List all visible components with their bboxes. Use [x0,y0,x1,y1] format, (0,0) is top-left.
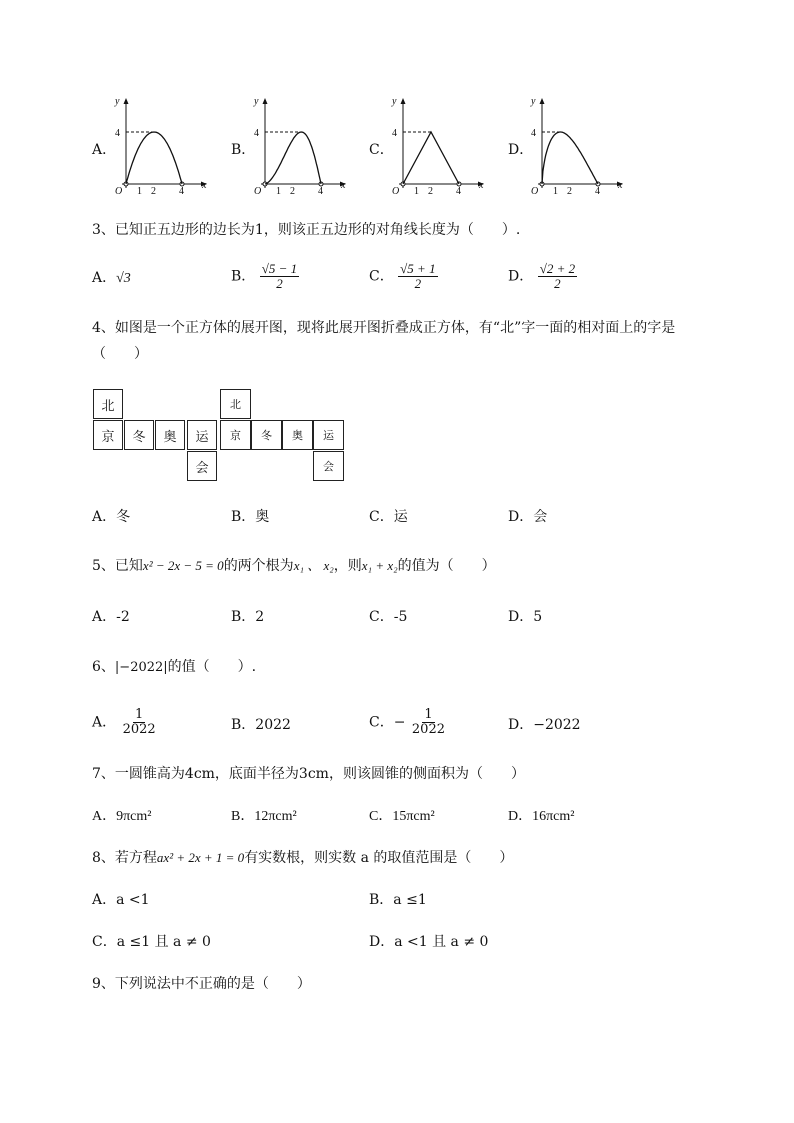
q6-expr: |−2022| [114,660,168,675]
x-tick-label-1: 1 [414,186,419,197]
q3-option-a-label: A． [92,270,117,286]
q7-option-b[interactable]: B．12πcm² [231,809,297,824]
q3-option-b-label: B． [231,268,256,285]
net2-cell-row-3: 奥 [282,420,313,450]
x-axis-label: x [341,180,346,191]
y-axis-label: y [531,96,536,107]
net-cell-row-1: 京 [93,420,123,450]
q5-option-b[interactable]: B．2 [231,609,265,625]
y-axis-arrow [124,98,129,104]
q3-option-d-num: √2 + 2 [539,261,576,276]
q8-option-c[interactable]: C．a ≤1 且 a ≠ 0 [92,934,211,950]
y-tick-label-4: 4 [392,128,397,139]
q5-equation: x² − 2x − 5 = 0 [142,558,224,573]
origin-label: O [115,186,123,197]
q3-option-d[interactable] [508,262,577,291]
q5-roots: x₁ 、 x₂ [293,558,334,573]
net2-cell-row-2: 冬 [251,420,282,450]
q3-option-c[interactable] [369,262,438,291]
origin-label: O [254,186,262,197]
net-cell-row-2: 冬 [124,420,154,450]
q7-option-c[interactable]: C．15πcm² [369,809,435,824]
q8-option-a[interactable]: A．a <1 [92,892,150,908]
q4-option-a[interactable]: A．冬 [92,509,131,525]
q6-option-b[interactable]: B．2022 [231,717,291,733]
x-axis-label: x [202,180,207,191]
net-cell-top: 北 [93,389,123,419]
q5-option-c[interactable]: C．-5 [369,609,408,625]
q6-option-c-label: C． [369,714,394,731]
q6-option-c[interactable] [369,708,447,737]
net-cell-row-3: 奥 [155,420,185,450]
q5-option-a[interactable]: A．-2 [92,609,130,625]
q6-suffix: 的值（ ）. [167,659,257,675]
q4-option-b[interactable]: B．奥 [231,509,270,525]
q6-option-a[interactable] [92,708,158,737]
q3-option-d-label: D． [508,268,534,285]
q3-option-d-den: 2 [554,276,561,291]
q2-graph-a [112,92,212,200]
net2-cell-row-1: 京 [220,420,251,450]
net-cell-bottom: 会 [187,451,217,481]
y-axis-arrow [263,98,268,104]
q6-option-c-den: 2022 [411,722,445,737]
q2-option-b-label: B． [231,142,256,158]
function-curve [265,132,321,184]
x-tick-label-2: 2 [428,186,433,197]
q7-option-a[interactable]: A．9πcm² [92,809,152,824]
x-axis-label: x [618,180,623,191]
y-axis-label: y [115,96,120,107]
q8-option-d[interactable]: D．a <1 且 a ≠ 0 [369,934,489,950]
q5-suffix: 的值为（ ） [397,558,496,574]
q3-option-c-den: 2 [414,276,422,291]
q8-suffix: 有实数根，则实数 a 的取值范围是（ ） [244,850,514,866]
q5-then: ，则 [333,558,362,574]
q5-prefix: 5、已知 [92,558,143,574]
q3-option-a[interactable] [92,269,131,288]
q3-option-b[interactable] [231,262,299,291]
net2-cell-row-4: 运 [313,420,344,450]
q3-stem: 3、已知正五边形的边长为1，则该正五边形的对角线长度为（ ）. [92,222,521,238]
net-cell-row-4: 运 [187,420,217,450]
net2-cell-top: 北 [220,389,251,419]
x-tick-label-2: 2 [290,186,295,197]
q2-graph-b [251,92,351,200]
q3-option-b-den: 2 [276,276,283,291]
q2-graph-d [528,92,628,200]
q7-option-d[interactable]: D．16πcm² [508,809,575,824]
x-tick-label-4: 4 [179,186,184,197]
q4-option-c[interactable]: C．运 [369,509,408,525]
function-curve [403,132,459,184]
x-tick-label-1: 1 [553,186,558,197]
q8-prefix: 8、若方程 [92,850,157,866]
y-tick-label-4: 4 [531,128,536,139]
y-tick-label-4: 4 [254,128,259,139]
function-curve [126,132,182,184]
q6-option-c-num: 1 [424,707,433,722]
q7-stem: 7、一圆锥高为4cm，底面半径为3cm，则该圆锥的侧面积为（ ） [92,766,525,782]
q6-option-c-sign: − [393,714,406,731]
y-axis-arrow [401,98,406,104]
q6-option-a-label: A． [92,714,117,731]
q4-option-d[interactable]: D．会 [508,509,548,525]
q9-stem: 9、下列说法中不正确的是（ ） [92,976,311,992]
x-tick-label-4: 4 [595,186,600,197]
q2-graph-c [389,92,489,200]
x-tick-label-4: 4 [318,186,323,197]
q8-equation: ax² + 2x + 1 = 0 [156,850,245,865]
q6-prefix: 6、 [92,659,115,675]
q6-option-a-num: 1 [134,707,144,722]
q4-stem-line1: 4、如图是一个正方体的展开图，现将此展开图折叠成正方体，有“北”字一面的相对面上的字是 [92,320,676,336]
y-axis-label: y [392,96,397,107]
net2-cell-bottom: 会 [313,451,344,481]
q3-option-c-num: √5 + 1 [400,261,436,276]
q2-option-d-label: D． [508,142,534,158]
q5-middle: 的两个根为 [223,558,294,574]
x-tick-label-4: 4 [456,186,461,197]
function-curve [542,132,598,184]
x-tick-label-1: 1 [137,186,142,197]
q8-stem [92,849,513,867]
q5-sum: x₁ + x₂ [361,558,398,573]
q2-option-c-label: C． [369,142,394,158]
q3-option-a-value: √3 [116,271,131,286]
y-axis-arrow [540,98,545,104]
origin-label: O [392,186,400,197]
q3-option-c-label: C． [369,268,394,285]
q8-option-b[interactable]: B．a ≤1 [369,892,427,908]
q2-option-a-label: A． [92,142,117,158]
q4-stem-line2: （ ） [92,346,148,362]
q5-option-d[interactable]: D．5 [508,609,543,625]
q5-stem [92,557,496,575]
y-tick-label-4: 4 [115,128,120,139]
q6-stem [92,658,256,677]
x-tick-label-2: 2 [151,186,156,197]
q3-option-b-num: √5 − 1 [261,261,298,276]
y-axis-label: y [254,96,259,107]
q6-option-d[interactable]: D．−2022 [508,717,581,733]
q6-option-a-den: 2022 [122,722,156,737]
x-tick-label-2: 2 [567,186,572,197]
origin-label: O [531,186,539,197]
x-tick-label-1: 1 [276,186,281,197]
x-axis-label: x [479,180,484,191]
